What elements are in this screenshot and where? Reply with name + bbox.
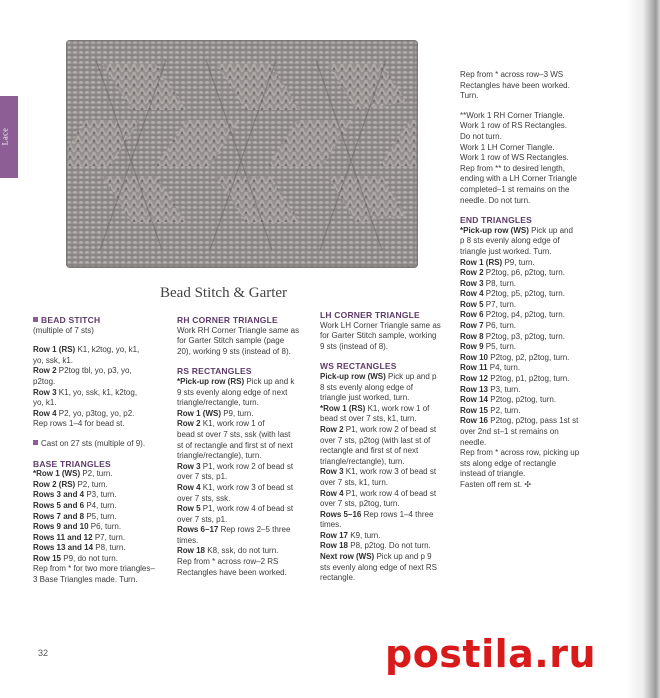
row-label: Row 18 bbox=[177, 546, 206, 556]
row-text: P2, turn. bbox=[75, 479, 108, 489]
rows-5-16 bbox=[320, 510, 455, 521]
row-text: K1, work row 1 of bbox=[200, 419, 265, 429]
watermark: postila.ru bbox=[385, 632, 597, 676]
row-17 bbox=[320, 531, 455, 542]
row-label: Rows 9 and 10 bbox=[33, 522, 89, 532]
row-text: P5, turn. bbox=[483, 342, 517, 352]
column-bead-stitch bbox=[33, 315, 163, 586]
row-text: Pick up and p bbox=[385, 371, 437, 381]
end-row bbox=[460, 332, 610, 343]
text-line: Do not turn. bbox=[460, 131, 502, 141]
row-4 bbox=[320, 489, 455, 500]
base-row-6 bbox=[33, 522, 163, 533]
row-3-cont: yo, k1. bbox=[33, 398, 57, 408]
row-label: Row 4 bbox=[460, 289, 484, 299]
text-line: Rectangles have been worked. bbox=[460, 80, 570, 90]
text-line: Rectangles have been worked. bbox=[177, 567, 287, 577]
row-label: Row 2 (RS) bbox=[33, 479, 76, 489]
text-line: Work 1 row of WS Rectangles. bbox=[460, 153, 569, 163]
text-line: sts along edge of rectangle bbox=[460, 458, 557, 468]
row-text: P8, turn. bbox=[483, 278, 517, 288]
text-line: for Garter Stitch sample (page bbox=[177, 336, 285, 346]
row-label: Row 4 bbox=[320, 488, 344, 498]
pickup-row bbox=[320, 372, 455, 383]
row-text: P9, do not turn. bbox=[61, 553, 118, 563]
text-line: over 7 sts, p2tog (with last st of bbox=[320, 435, 431, 445]
rows-6-17 bbox=[177, 525, 312, 536]
end-row bbox=[460, 321, 610, 332]
row-label: Row 3 bbox=[33, 387, 57, 397]
base-row-4 bbox=[33, 501, 163, 512]
row-label: Rows 11 and 12 bbox=[33, 532, 93, 542]
row-label: Row 2 bbox=[177, 419, 201, 429]
row-label: Row 12 bbox=[460, 374, 489, 384]
text-line: st of rectangle and first st of next bbox=[177, 440, 293, 450]
end-row bbox=[460, 342, 610, 353]
text-line: Work LH Corner Triangle same as bbox=[320, 320, 441, 330]
text-line: Work 1 LH Corner Tiangle. bbox=[460, 142, 555, 152]
text-line: Rep from * across row–3 WS bbox=[460, 70, 564, 79]
text-line: over 7 sts, ssk. bbox=[177, 493, 231, 503]
row-label: Row 5 bbox=[460, 299, 484, 309]
row-text: K8, ssk, do not turn. bbox=[205, 546, 279, 556]
row-label: Row 3 bbox=[460, 278, 484, 288]
row-1 bbox=[177, 409, 312, 420]
row-text: P2tog, p2tog, pass 1st st bbox=[488, 416, 579, 426]
row-1-cont: yo, ssk, k1. bbox=[33, 355, 74, 365]
row-text: K1, work row 3 of bead st bbox=[343, 467, 437, 477]
row-label: Row 17 bbox=[320, 530, 349, 540]
row-16 bbox=[460, 416, 610, 427]
row-18 bbox=[320, 541, 455, 552]
side-tab bbox=[0, 96, 18, 178]
text-line: triangle just worked. Turn. bbox=[460, 246, 552, 256]
row-label: Row 14 bbox=[460, 395, 489, 405]
heading-rh-corner-triangle: RH CORNER TRIANGLE bbox=[177, 315, 278, 325]
row-text: P3, turn. bbox=[488, 384, 521, 394]
text-line: Rep from * across row, picking up bbox=[460, 448, 580, 458]
row-text: P2, turn. bbox=[488, 405, 521, 415]
row-label: Row 18 bbox=[320, 541, 349, 551]
row-text: P1, work row 4 of bead st bbox=[343, 488, 437, 498]
row-label: Rows 5 and 6 bbox=[33, 500, 85, 510]
row-text: P1, work row 2 of bead st bbox=[343, 424, 437, 434]
text-line: Rep from * across row–2 RS bbox=[177, 557, 279, 567]
text-line: triangle just worked, turn. bbox=[320, 393, 410, 403]
base-row-8 bbox=[33, 543, 163, 554]
stitch-title: Bead Stitch & Garter bbox=[160, 285, 288, 301]
row-text: P2tog, p1, p2tog, turn. bbox=[488, 374, 570, 384]
row-text: P2tog, p3, p2tog, turn. bbox=[483, 331, 565, 341]
text-line: over 7 sts, p2tog, turn. bbox=[320, 499, 400, 509]
row-2 bbox=[33, 366, 163, 377]
base-row-5 bbox=[33, 512, 163, 523]
end-row bbox=[460, 374, 610, 385]
end-row bbox=[460, 310, 610, 321]
column-end-triangles bbox=[460, 70, 610, 491]
row-label: Rows 5–16 bbox=[320, 509, 362, 519]
end-row bbox=[460, 300, 610, 311]
text-line: over 7 sts, p1. bbox=[177, 514, 228, 524]
row-5 bbox=[177, 504, 312, 515]
row-text: P2tog, p2, p2tog, turn. bbox=[488, 352, 570, 362]
end-row bbox=[460, 289, 610, 300]
repeat-note: Rep rows 1–4 for bead st. bbox=[33, 419, 125, 429]
row-text: K1, work row 3 of bead st bbox=[200, 482, 294, 492]
next-row bbox=[320, 552, 455, 563]
row-text: P2tog, p4, p2tog, turn. bbox=[483, 310, 565, 320]
base-row-3 bbox=[33, 490, 163, 501]
row-label: Pick-up row (WS) bbox=[320, 371, 386, 381]
end-row bbox=[460, 395, 610, 406]
end-row bbox=[460, 406, 610, 417]
row-text: P2, turn. bbox=[80, 469, 113, 479]
row-text: K1, work row 1 of bbox=[365, 403, 430, 413]
row-label: Row 1 (RS) bbox=[33, 345, 76, 355]
end-row bbox=[460, 385, 610, 396]
heading-rs-rectangles: RS RECTANGLES bbox=[177, 366, 252, 377]
cast-on-note: Cast on 27 sts (multiple of 9). bbox=[33, 439, 163, 450]
text-line: Work 1 row of RS Rectangles. bbox=[460, 121, 568, 131]
text-line: triangle/rectangle, turn. bbox=[177, 398, 259, 408]
heading-ws-rectangles: WS RECTANGLES bbox=[320, 361, 397, 372]
base-row-2 bbox=[33, 480, 163, 491]
row-3 bbox=[320, 467, 455, 478]
row-text: P4, turn. bbox=[84, 500, 117, 510]
row-label: Rows 6–17 bbox=[177, 525, 219, 535]
row-label: Row 1 (RS) bbox=[460, 257, 503, 267]
text-line: 9 sts evenly along edge of next bbox=[177, 387, 288, 397]
row-text: P7, turn. bbox=[92, 532, 126, 542]
text-line: for Garter Stitch sample, working bbox=[320, 331, 437, 341]
row-label: *Pick-up row (WS) bbox=[460, 225, 529, 235]
row-label: Row 1 (WS) bbox=[177, 408, 221, 418]
row-label: *Row 1 (RS) bbox=[320, 403, 366, 413]
text-line: bead st over 7 sts, k1, turn. bbox=[320, 414, 417, 424]
row-label: Row 3 bbox=[320, 467, 344, 477]
row-text: P1, work row 4 of bead st bbox=[200, 504, 294, 514]
text-line: instead of triangle. bbox=[460, 469, 526, 479]
text-line: over 2nd st–1 st remains on bbox=[460, 427, 559, 436]
text-line: 8 sts evenly along edge of bbox=[320, 382, 413, 392]
row-label: Row 15 bbox=[33, 553, 62, 563]
text-line: ending with a LH Corner Triangle bbox=[460, 174, 577, 184]
end-row bbox=[460, 363, 610, 374]
row-text: P2tog tbl, yo, p3, yo, bbox=[56, 366, 132, 376]
row-label: Row 13 bbox=[460, 384, 489, 394]
side-tab-label: Lace bbox=[0, 127, 10, 146]
text-line: Fasten off rem st. ✣ bbox=[460, 479, 532, 489]
text-line: over 7 sts, k1, turn. bbox=[320, 477, 389, 487]
heading-base-triangles: BASE TRIANGLES bbox=[33, 458, 111, 469]
row-3 bbox=[33, 388, 163, 399]
row-label: Row 4 bbox=[33, 408, 57, 418]
page-number: 32 bbox=[38, 648, 49, 658]
row-label: Row 6 bbox=[460, 310, 484, 320]
row-label: Row 5 bbox=[177, 504, 201, 514]
pickup-row bbox=[177, 377, 312, 388]
row-text: P6, turn. bbox=[483, 321, 517, 331]
pickup-row bbox=[460, 226, 610, 237]
text-line: triangle/rectangle), turn. bbox=[320, 456, 405, 466]
base-row-1 bbox=[33, 469, 163, 480]
row-text: Pick up and p 9 bbox=[374, 552, 432, 562]
row-text: K1, yo, ssk, k1, k2tog, bbox=[56, 387, 138, 397]
row-label: Next row (WS) bbox=[320, 552, 375, 562]
heading-bead-stitch: BEAD STITCH bbox=[33, 315, 163, 326]
row-label: Row 8 bbox=[460, 331, 484, 341]
text-line: rectangle and first st of next bbox=[320, 446, 419, 456]
row-text: Pick up and bbox=[528, 225, 573, 235]
row-text: P2tog, p2tog, turn. bbox=[488, 395, 557, 405]
text-line: rectangle. bbox=[320, 573, 356, 583]
row-text: P8, turn. bbox=[93, 543, 126, 553]
row-text: Rep rows 2–5 three bbox=[218, 525, 291, 535]
column-ws-rectangles bbox=[320, 310, 455, 584]
page-gutter-shadow bbox=[626, 0, 660, 698]
row-text: P2tog, p5, p2tog, turn. bbox=[483, 289, 565, 299]
row-text: K9, turn. bbox=[348, 530, 381, 540]
text-line: bead st over 7 sts, ssk (with last bbox=[177, 429, 291, 439]
text-line: sts evenly along edge of next RS bbox=[320, 562, 437, 572]
row-label: *Pick-up row (RS) bbox=[177, 376, 245, 386]
row-text: P4, turn. bbox=[487, 363, 521, 373]
row-3 bbox=[177, 462, 312, 473]
row-label: Row 2 bbox=[460, 268, 484, 278]
text-line: p 8 sts evenly along edge of bbox=[460, 236, 560, 246]
row-label: Row 3 bbox=[177, 461, 201, 471]
row-label: Row 15 bbox=[460, 405, 489, 415]
end-row bbox=[460, 268, 610, 279]
text-line: needle. Do not turn. bbox=[460, 195, 531, 205]
row-text: P2tog, p6, p2tog, turn. bbox=[483, 268, 565, 278]
swatch-photo bbox=[66, 40, 418, 268]
heading-lh-corner-triangle: LH CORNER TRIANGLE bbox=[320, 310, 420, 320]
text-line: needle. bbox=[460, 437, 487, 447]
row-text: P1, work row 2 of bead st bbox=[200, 461, 294, 471]
text-line: Work RH Corner Triangle same as bbox=[177, 325, 300, 335]
text-line: **Work 1 RH Corner Triangle. bbox=[460, 110, 565, 120]
base-repeat-cont: 3 Base Triangles made. Turn. bbox=[33, 575, 138, 585]
end-row bbox=[460, 353, 610, 364]
row-text: P9, turn. bbox=[502, 257, 535, 267]
text-line: Turn. bbox=[460, 91, 479, 101]
row-label: Rows 13 and 14 bbox=[33, 543, 94, 553]
text-line: completed–1 st remains on the bbox=[460, 184, 570, 194]
text-line: Rep from ** to desired length, bbox=[460, 163, 565, 173]
row-2 bbox=[320, 425, 455, 436]
row-text: P8, p2tog. Do not turn. bbox=[348, 541, 431, 551]
row-label: Rows 3 and 4 bbox=[33, 490, 85, 500]
text-line: 9 sts (instead of 8). bbox=[320, 341, 389, 351]
row-text: P6, turn. bbox=[88, 522, 122, 532]
row-text: P3, turn. bbox=[84, 490, 117, 500]
row-label: Row 2 bbox=[33, 366, 57, 376]
multiple-note: (multiple of 7 sts) bbox=[33, 325, 94, 335]
row-18 bbox=[177, 546, 312, 557]
row-text: Rep rows 1–4 three bbox=[361, 509, 434, 519]
row-4 bbox=[33, 409, 163, 420]
row-4 bbox=[177, 483, 312, 494]
row-text: P7, turn. bbox=[483, 299, 517, 309]
row-label: *Row 1 (WS) bbox=[33, 469, 81, 479]
base-row-7 bbox=[33, 533, 163, 544]
row-2-cont: p2tog. bbox=[33, 376, 56, 386]
text-line: 20), working 9 sts (instead of 8). bbox=[177, 346, 291, 356]
row-1 bbox=[320, 404, 455, 415]
heading-end-triangles: END TRIANGLES bbox=[460, 215, 533, 226]
end-row bbox=[460, 279, 610, 290]
row-label: Row 11 bbox=[460, 363, 488, 373]
row-2 bbox=[177, 419, 312, 430]
column-rs-rectangles bbox=[177, 315, 312, 578]
row-label: Row 10 bbox=[460, 352, 489, 362]
base-row-9 bbox=[33, 554, 163, 565]
row-label: Row 7 bbox=[460, 321, 484, 331]
text-line: over 7 sts, p1. bbox=[177, 472, 228, 482]
row-text: P2, yo, p3tog, yo, p2. bbox=[56, 408, 135, 418]
text-line: triangle/rectangle), turn. bbox=[177, 451, 262, 461]
row-text: P5, turn. bbox=[84, 511, 117, 521]
text-line: times. bbox=[177, 535, 199, 545]
row-label: Row 9 bbox=[460, 342, 484, 352]
row-1 bbox=[33, 345, 163, 356]
text-line: times. bbox=[320, 520, 342, 530]
end-row bbox=[460, 258, 610, 269]
row-text: P9, turn. bbox=[221, 408, 254, 418]
row-text: K1, k2tog, yo, k1, bbox=[75, 345, 140, 355]
row-label: Rows 7 and 8 bbox=[33, 511, 85, 521]
row-label: Row 16 bbox=[460, 416, 489, 426]
row-label: Row 2 bbox=[320, 424, 344, 434]
base-repeat: Rep from * for two more triangles– bbox=[33, 564, 155, 574]
row-label: Row 4 bbox=[177, 482, 201, 492]
row-text: Pick up and k bbox=[244, 376, 295, 386]
